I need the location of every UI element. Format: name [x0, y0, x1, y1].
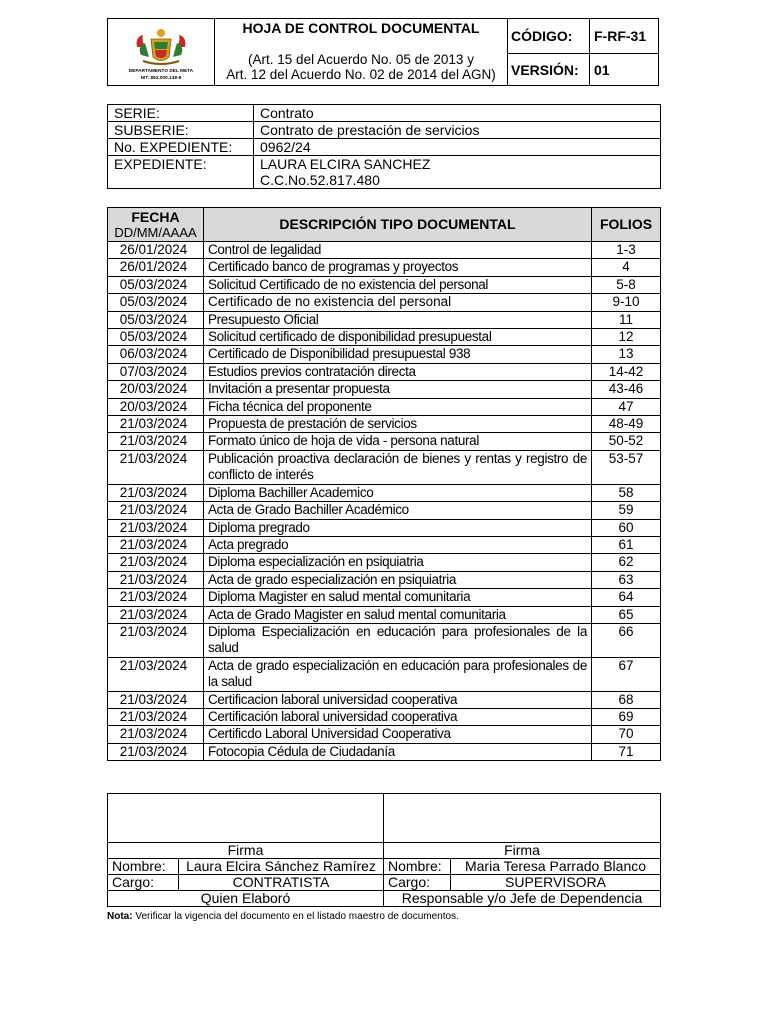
signature-area-right — [384, 794, 661, 843]
descripcion-cell: Diploma Magister en salud mental comunitaria — [204, 589, 592, 606]
folios-cell: 60 — [592, 519, 661, 536]
column-header-folios: FOLIOS — [592, 208, 661, 242]
fecha-cell: 21/03/2024 — [108, 519, 204, 536]
role-right: Responsable y/o Jefe de Dependencia — [384, 891, 661, 907]
descripcion-cell: Diploma Bachiller Academico — [204, 484, 592, 501]
footer-note — [107, 911, 459, 922]
expediente-id: C.C.No.52.817.480 — [260, 172, 380, 188]
fecha-cell: 21/03/2024 — [108, 554, 204, 571]
folios-cell: 43-46 — [592, 381, 661, 398]
codigo-value: F-RF-31 — [590, 19, 659, 54]
expediente-label: EXPEDIENTE: — [108, 156, 254, 189]
folios-cell: 71 — [592, 743, 661, 760]
folios-cell: 48-49 — [592, 416, 661, 433]
document-subtitle-1: (Art. 15 del Acuerdo No. 05 de 2013 y — [248, 52, 474, 67]
folios-cell: 53-57 — [592, 450, 661, 484]
descripcion-cell: Acta de grado especialización en educación para profesionales de la salud — [204, 657, 592, 691]
note-label: Nota: — [107, 911, 133, 922]
serie-label: SERIE: — [108, 105, 254, 122]
table-row — [108, 623, 661, 657]
folios-cell: 11 — [592, 311, 661, 328]
table-row — [108, 589, 661, 606]
descripcion-cell: Certificado de Disponibilidad presupuestal 938 — [204, 346, 592, 363]
expediente-value — [254, 156, 661, 189]
table-row — [108, 276, 661, 293]
table-row — [108, 329, 661, 346]
folios-cell: 13 — [592, 346, 661, 363]
fecha-cell: 06/03/2024 — [108, 346, 204, 363]
cargo-label-left: Cargo: — [108, 875, 179, 891]
folios-cell: 50-52 — [592, 433, 661, 450]
title-cell — [215, 19, 508, 86]
expediente-no-label: No. EXPEDIENTE: — [108, 139, 254, 156]
descripcion-cell: Ficha técnica del proponente — [204, 398, 592, 415]
table-row — [108, 242, 661, 259]
table-row — [108, 502, 661, 519]
fecha-cell: 07/03/2024 — [108, 363, 204, 380]
expediente-name: LAURA ELCIRA SANCHEZ — [260, 156, 431, 172]
version-value: 01 — [590, 54, 659, 86]
codigo-label: CÓDIGO: — [508, 19, 590, 54]
descripcion-cell: Formato único de hoja de vida - persona natural — [204, 433, 592, 450]
descripcion-cell: Acta de grado especialización en psiquiatria — [204, 571, 592, 588]
descripcion-cell: Certificado de no existencia del personal — [204, 294, 592, 311]
table-row — [108, 519, 661, 536]
descripcion-cell: Solicitud Certificado de no existencia del personal — [204, 276, 592, 293]
folios-cell: 5-8 — [592, 276, 661, 293]
serie-value: Contrato — [254, 105, 661, 122]
descripcion-cell: Solicitud certificado de disponibilidad presupuestal — [204, 329, 592, 346]
logo-cell — [108, 19, 215, 86]
table-row — [108, 536, 661, 553]
fecha-header-label: FECHA — [131, 208, 180, 225]
folios-cell: 68 — [592, 691, 661, 708]
folios-cell: 14-42 — [592, 363, 661, 380]
table-row — [108, 416, 661, 433]
fecha-cell: 21/03/2024 — [108, 416, 204, 433]
table-row — [108, 484, 661, 501]
document-subtitle-2: Art. 12 del Acuerdo No. 02 de 2014 del AGN) — [226, 67, 496, 82]
descripcion-cell: Certificación laboral universidad cooperativa — [204, 708, 592, 725]
fecha-cell: 21/03/2024 — [108, 484, 204, 501]
descripcion-cell: Publicación proactiva declaración de bienes y rentas y registro de conflicto de interés — [204, 450, 592, 484]
nombre-value-right: Maria Teresa Parrado Blanco — [451, 859, 661, 875]
fecha-cell: 21/03/2024 — [108, 606, 204, 623]
table-row — [108, 433, 661, 450]
descripcion-cell: Estudios previos contratación directa — [204, 363, 592, 380]
table-row — [108, 657, 661, 691]
fecha-cell: 21/03/2024 — [108, 743, 204, 760]
table-row — [108, 606, 661, 623]
fecha-cell: 21/03/2024 — [108, 726, 204, 743]
subserie-value: Contrato de prestación de servicios — [254, 122, 661, 139]
fecha-cell: 21/03/2024 — [108, 623, 204, 657]
document-rows — [108, 242, 661, 761]
subserie-label: SUBSERIE: — [108, 122, 254, 139]
fecha-cell: 21/03/2024 — [108, 536, 204, 553]
table-row — [108, 708, 661, 725]
nombre-value-left: Laura Elcira Sánchez Ramírez — [179, 859, 384, 875]
fecha-cell: 21/03/2024 — [108, 691, 204, 708]
folios-cell: 64 — [592, 589, 661, 606]
document-list-table — [107, 207, 661, 761]
descripcion-cell: Diploma especialización en psiquiatria — [204, 554, 592, 571]
fecha-cell: 05/03/2024 — [108, 329, 204, 346]
folios-cell: 69 — [592, 708, 661, 725]
folios-cell: 12 — [592, 329, 661, 346]
firma-label-left: Firma — [108, 843, 384, 859]
descripcion-cell: Certificacion laboral universidad cooperativa — [204, 691, 592, 708]
fecha-cell: 26/01/2024 — [108, 242, 204, 259]
signature-table — [107, 793, 661, 907]
cargo-value-left: CONTRATISTA — [179, 875, 384, 891]
expediente-info-table — [107, 104, 661, 189]
descripcion-cell: Control de legalidad — [204, 242, 592, 259]
folios-cell: 4 — [592, 259, 661, 276]
folios-cell: 59 — [592, 502, 661, 519]
table-row — [108, 259, 661, 276]
table-row — [108, 571, 661, 588]
version-label: VERSIÓN: — [508, 54, 590, 86]
table-row — [108, 381, 661, 398]
table-row — [108, 398, 661, 415]
fecha-cell: 21/03/2024 — [108, 450, 204, 484]
descripcion-cell: Diploma pregrado — [204, 519, 592, 536]
column-header-descripcion: DESCRIPCIÓN TIPO DOCUMENTAL — [204, 208, 592, 242]
nombre-label-left: Nombre: — [108, 859, 179, 875]
folios-cell: 62 — [592, 554, 661, 571]
nombre-label-right: Nombre: — [384, 859, 451, 875]
table-row — [108, 363, 661, 380]
descripcion-cell: Diploma Especialización en educación para profesionales de la salud — [204, 623, 592, 657]
cargo-label-right: Cargo: — [384, 875, 451, 891]
fecha-cell: 21/03/2024 — [108, 502, 204, 519]
fecha-cell: 21/03/2024 — [108, 433, 204, 450]
folios-cell: 58 — [592, 484, 661, 501]
folios-cell: 65 — [592, 606, 661, 623]
firma-label-right: Firma — [384, 843, 661, 859]
fecha-cell: 05/03/2024 — [108, 276, 204, 293]
descripcion-cell: Invitación a presentar propuesta — [204, 381, 592, 398]
fecha-cell: 21/03/2024 — [108, 657, 204, 691]
descripcion-cell: Certificado banco de programas y proyectos — [204, 259, 592, 276]
table-row — [108, 743, 661, 760]
fecha-cell: 21/03/2024 — [108, 589, 204, 606]
table-row — [108, 554, 661, 571]
note-text: Verificar la vigencia del documento en el listado maestro de documentos. — [132, 911, 459, 922]
logo-caption: DEPARTAMENTO DEL META — [128, 68, 194, 73]
table-row — [108, 691, 661, 708]
fecha-cell: 26/01/2024 — [108, 259, 204, 276]
column-header-fecha — [108, 208, 204, 242]
fecha-cell: 05/03/2024 — [108, 294, 204, 311]
fecha-cell: 21/03/2024 — [108, 708, 204, 725]
descripcion-cell: Acta de Grado Magister en salud mental comunitaria — [204, 606, 592, 623]
descripcion-cell: Fotocopia Cédula de Ciudadanía — [204, 743, 592, 760]
document-title: HOJA DE CONTROL DOCUMENTAL — [242, 20, 480, 36]
descripcion-cell: Propuesta de prestación de servicios — [204, 416, 592, 433]
logo-nit: NIT. 892.000.148-8 — [140, 75, 182, 80]
expediente-no-value: 0962/24 — [254, 139, 661, 156]
descripcion-cell: Acta de Grado Bachiller Académico — [204, 502, 592, 519]
fecha-cell: 05/03/2024 — [108, 311, 204, 328]
table-row — [108, 450, 661, 484]
folios-cell: 66 — [592, 623, 661, 657]
descripcion-cell: Certificdo Laboral Universidad Cooperativa — [204, 726, 592, 743]
coat-of-arms-icon — [133, 27, 189, 67]
table-row — [108, 294, 661, 311]
fecha-cell: 20/03/2024 — [108, 381, 204, 398]
descripcion-cell: Presupuesto Oficial — [204, 311, 592, 328]
folios-cell: 61 — [592, 536, 661, 553]
folios-cell: 70 — [592, 726, 661, 743]
folios-cell: 67 — [592, 657, 661, 691]
fecha-header-format: DD/MM/AAAA — [114, 224, 197, 240]
table-row — [108, 346, 661, 363]
fecha-cell: 21/03/2024 — [108, 571, 204, 588]
table-row — [108, 726, 661, 743]
folios-cell: 1-3 — [592, 242, 661, 259]
document-header — [107, 18, 659, 86]
folios-cell: 63 — [592, 571, 661, 588]
table-row — [108, 311, 661, 328]
folios-cell: 47 — [592, 398, 661, 415]
folios-cell: 9-10 — [592, 294, 661, 311]
cargo-value-right: SUPERVISORA — [451, 875, 661, 891]
fecha-cell: 20/03/2024 — [108, 398, 204, 415]
signature-area-left — [108, 794, 384, 843]
role-left: Quien Elaboró — [108, 891, 384, 907]
descripcion-cell: Acta pregrado — [204, 536, 592, 553]
